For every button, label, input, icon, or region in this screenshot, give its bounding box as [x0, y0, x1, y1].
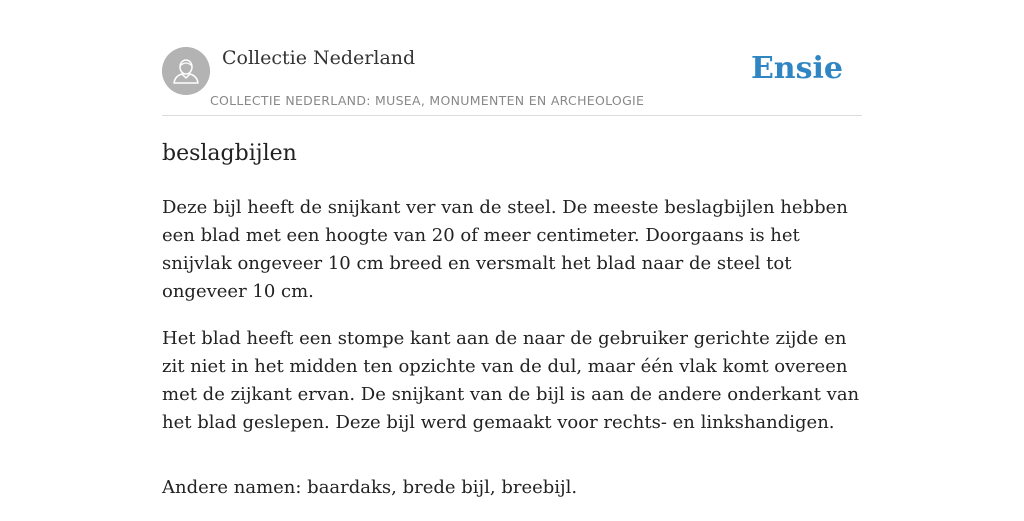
- article-paragraph: Deze bijl heeft de snijkant ver van de steel. De meeste beslagbijlen hebben een blad met een hoogte van 20 of meer centimeter. Doorgaans is het snijvlak ongeveer 10 cm breed en versmalt het blad naar de steel tot ongeveer 10 cm.: [162, 197, 848, 302]
- user-silhouette-icon: [162, 47, 210, 95]
- article-title: beslagbijlen: [162, 141, 297, 166]
- article-content: [162, 139, 874, 521]
- collection-subtitle[interactable]: COLLECTIE NEDERLAND: MUSEA, MONUMENTEN EN ARCHEOLOGIE: [210, 93, 645, 108]
- article-paragraph: Het blad heeft een stompe kant aan de naar de gebruiker gerichte zijde en zit niet in het midden ten opzichte van de dul, maar één vlak komt overeen met de zijkant ervan. De snijkant van de bijl is aan de andere onderkant van het blad geslepen. Deze bijl werd gemaakt voor rechts- en linkshandigen.: [162, 328, 860, 433]
- ensie-logo[interactable]: Ensie: [750, 51, 843, 86]
- author-name[interactable]: Collectie Nederland: [222, 47, 416, 69]
- author-avatar[interactable]: [162, 47, 210, 95]
- page-header: [162, 46, 862, 116]
- article-alternative-names: Andere namen: baardaks, brede bijl, breebijl.: [162, 477, 578, 498]
